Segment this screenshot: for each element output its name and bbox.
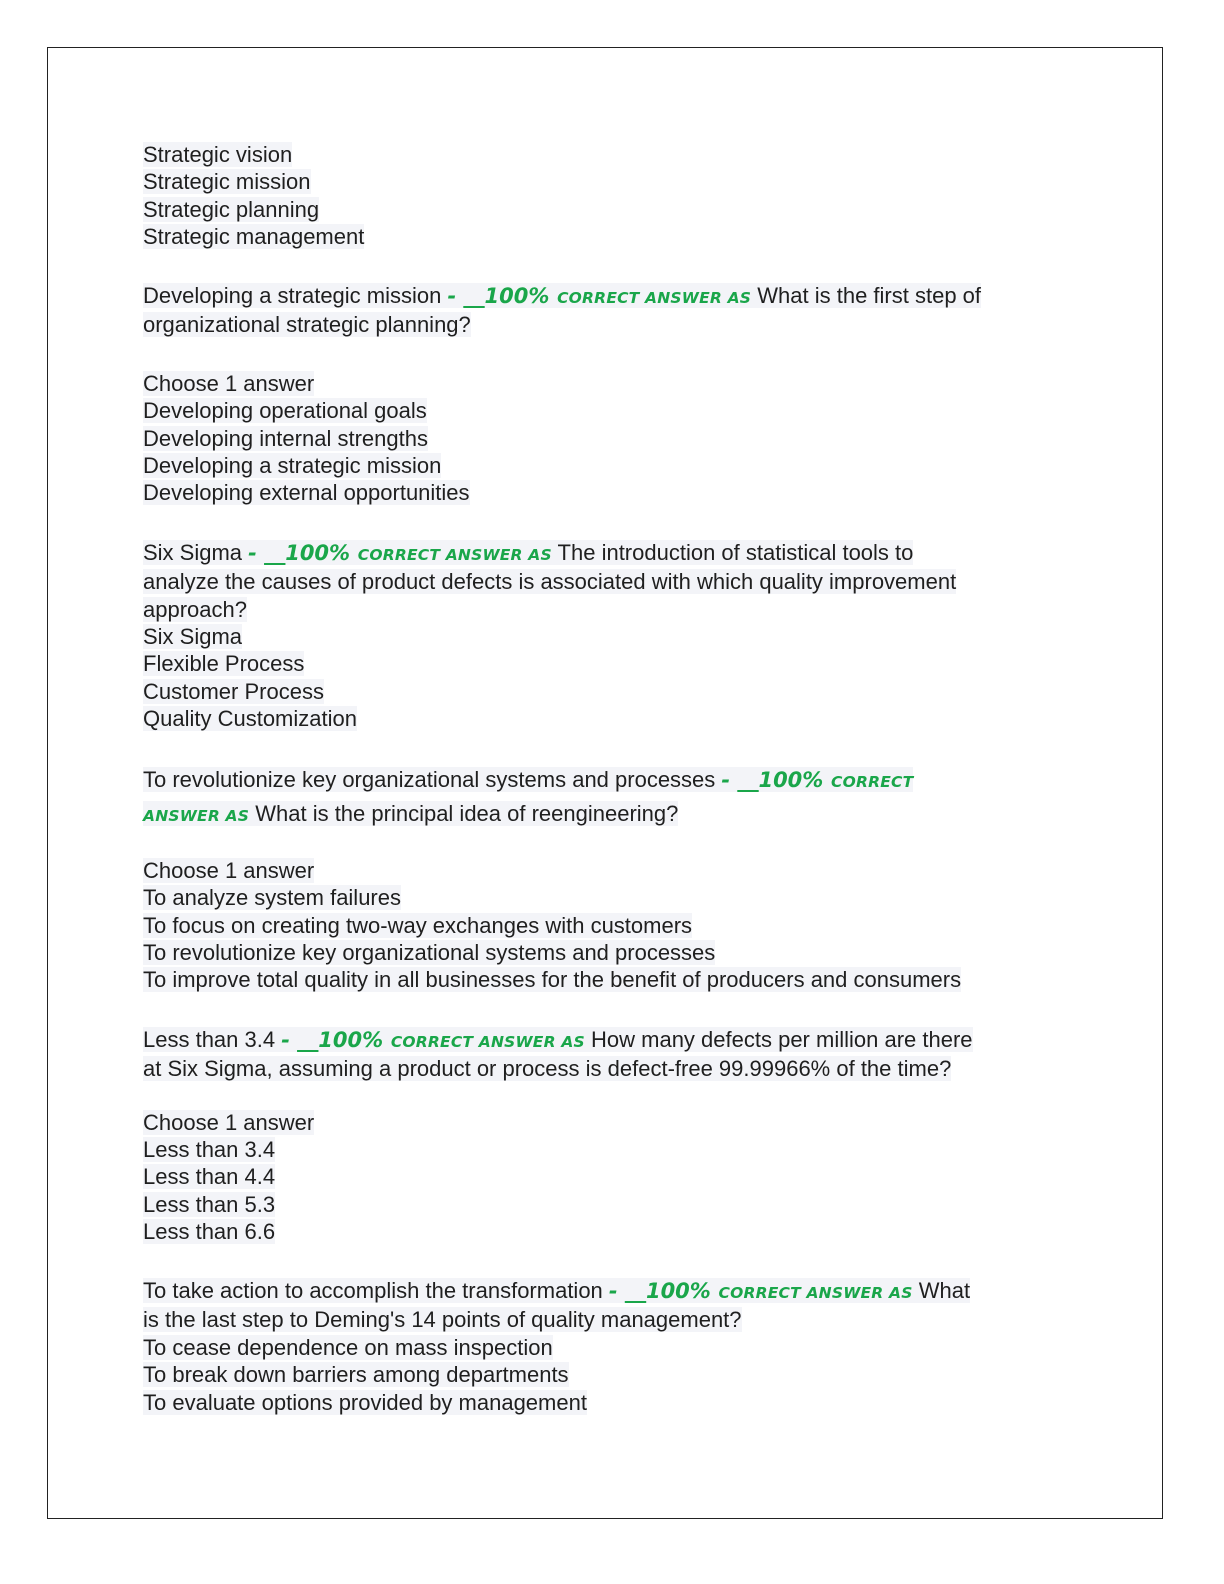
option: To focus on creating two-way exchanges with customers <box>143 912 693 938</box>
question-text: organizational strategic planning? <box>143 312 471 338</box>
answer-text: Developing a strategic mission <box>143 283 442 309</box>
correct-answer-marker: - __100% CORRECT ANSWER AS <box>447 284 752 309</box>
option: Customer Process <box>143 678 324 704</box>
q5-line-1 <box>143 1278 970 1303</box>
question-text: The introduction of statistical tools to <box>557 539 914 565</box>
q3-line-2: ANSWER AS What is the principal idea of reengineering? <box>143 801 679 827</box>
question-text: at Six Sigma, assuming a product or process is defect-free 99.99966% of the time? <box>143 1055 952 1081</box>
correct-answer-marker: - __100% CORRECT ANSWER AS <box>281 1027 585 1052</box>
question-text: is the last step to Deming's 14 points of quality management? <box>143 1307 742 1333</box>
q3-line-1 <box>143 767 913 792</box>
question-text: How many defects per million are there <box>591 1026 973 1052</box>
choose-label: Choose 1 answer <box>143 1109 315 1135</box>
question-text: What is the principal idea of reengineering? <box>255 801 679 827</box>
option: To analyze system failures <box>143 885 401 911</box>
answer-text: Six Sigma <box>143 539 243 565</box>
option: Less than 3.4 <box>143 1136 276 1162</box>
answer-text: To revolutionize key organizational systems and processes <box>143 767 716 793</box>
correct-answer-marker: - __100% CORRECT ANSWER AS <box>248 540 552 565</box>
option: Developing a strategic mission <box>143 453 442 479</box>
option: Less than 5.3 <box>143 1191 276 1217</box>
option: To cease dependence on mass inspection <box>143 1335 553 1361</box>
q1-line-1 <box>143 283 981 308</box>
question-text: What is the first step of <box>757 283 982 309</box>
correct-answer-marker: - __100% CORRECT <box>721 768 914 793</box>
q4-line-1 <box>143 1027 973 1052</box>
option: To evaluate options provided by management <box>143 1389 587 1415</box>
option: Less than 6.6 <box>143 1218 276 1244</box>
option: Developing operational goals <box>143 398 427 424</box>
option: Developing internal strengths <box>143 425 428 451</box>
option: Strategic management <box>143 223 365 249</box>
answer-text: To take action to accomplish the transformation <box>143 1278 603 1304</box>
option: To break down barriers among departments <box>143 1362 569 1388</box>
option: Strategic planning <box>143 196 320 222</box>
document-body <box>143 141 1083 1416</box>
option: To improve total quality in all businesses for the benefit of producers and consumers <box>143 967 962 993</box>
option: Strategic vision <box>143 142 293 167</box>
option: Six Sigma <box>143 623 243 649</box>
question-text: analyze the causes of product defects is associated with which quality improvement <box>143 568 957 594</box>
option: Flexible Process <box>143 651 305 677</box>
option: Developing external opportunities <box>143 480 470 506</box>
question-text: approach? <box>143 596 247 622</box>
option: Less than 4.4 <box>143 1164 276 1190</box>
option: To revolutionize key organizational systems and processes <box>143 940 716 966</box>
option: Strategic mission <box>143 169 311 195</box>
option: Quality Customization <box>143 705 357 731</box>
question-text: What <box>918 1278 971 1304</box>
correct-answer-marker: - __100% CORRECT ANSWER AS <box>608 1279 913 1304</box>
answer-text: Less than 3.4 <box>143 1026 276 1052</box>
choose-label: Choose 1 answer <box>143 371 315 397</box>
q2-line-1 <box>143 540 913 565</box>
choose-label: Choose 1 answer <box>143 858 315 884</box>
